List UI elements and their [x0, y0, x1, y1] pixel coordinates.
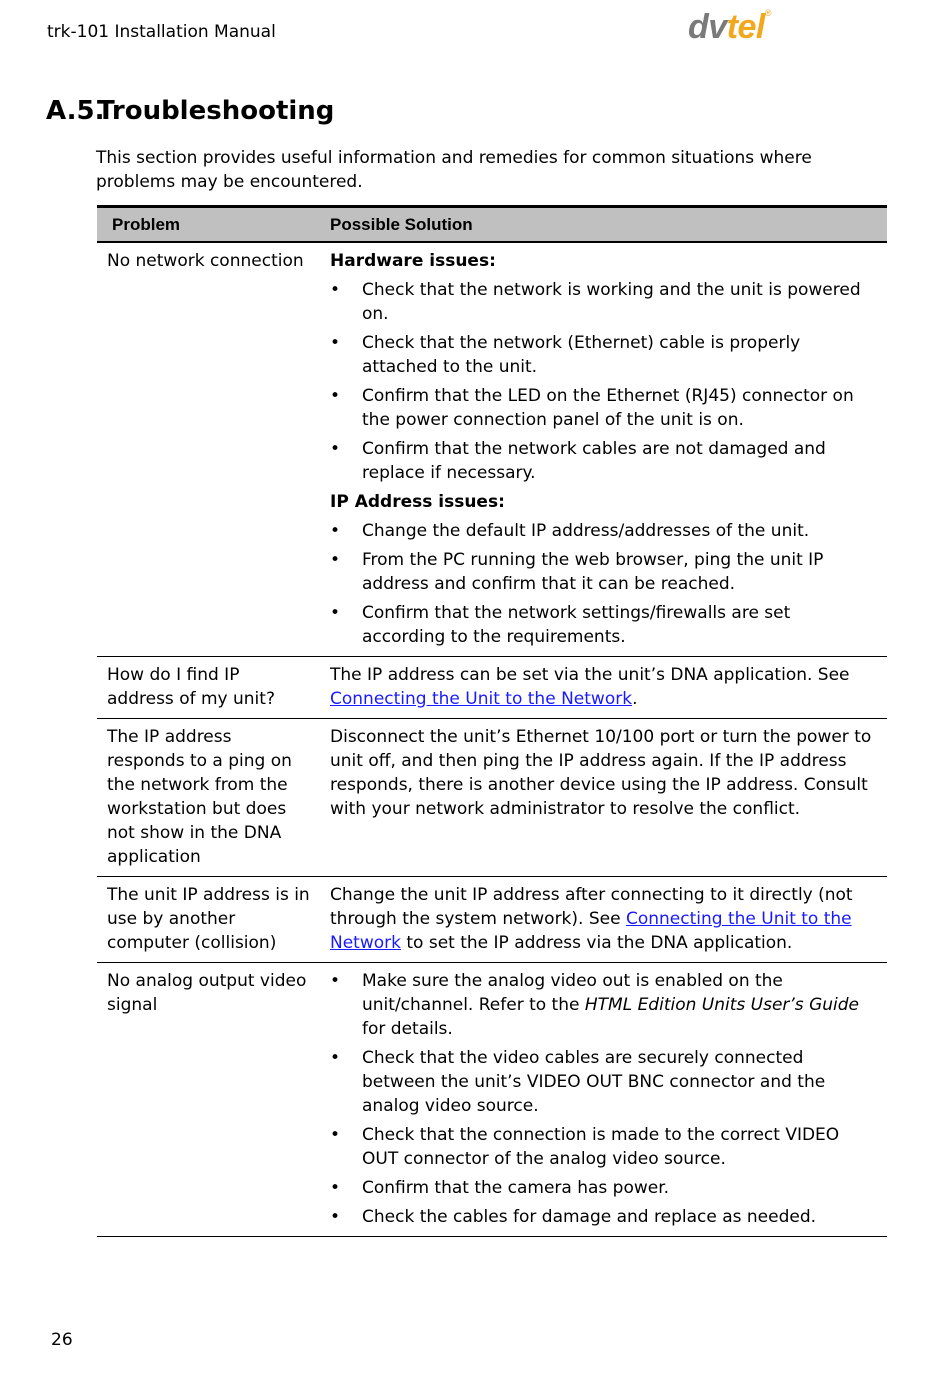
guide-title: HTML Edition Units User’s Guide	[584, 995, 859, 1015]
list-item: • Check the cables for damage and replace as needed.	[330, 1205, 875, 1229]
table-row	[97, 719, 887, 877]
list-item: • Confirm that the network settings/firewalls are set according to the requirements.	[330, 601, 875, 649]
table-row	[97, 242, 887, 657]
hardware-issues-heading: Hardware issues:	[330, 251, 496, 271]
list-item: • Check that the network (Ethernet) cable is properly attached to the unit.	[330, 331, 875, 379]
ip-issues-heading: IP Address issues:	[330, 492, 505, 512]
document-title: trk-101 Installation Manual	[47, 22, 276, 42]
section-title: Troubleshooting	[97, 96, 335, 126]
solution-cell: The IP address can be set via the unit’s DNA application. See Connecting the Unit to the Network.	[319, 657, 887, 719]
column-header-solution: Possible Solution	[319, 207, 887, 243]
column-header-problem: Problem	[97, 207, 319, 243]
list-item: • Check that the connection is made to the correct VIDEO OUT connector of the analog video source.	[330, 1123, 875, 1171]
dvtel-logo: dvtel®	[688, 8, 772, 46]
solution-cell: Disconnect the unit’s Ethernet 10/100 port or turn the power to unit off, and then ping the IP address again. If the IP address responds, there is another device using the IP address. Consult with your network administrator to resolve the conflict.	[319, 719, 887, 877]
video-issues-list	[330, 969, 875, 1229]
troubleshooting-table	[97, 205, 887, 1237]
ip-issues-list	[330, 519, 875, 649]
section-number: A.5.	[46, 96, 105, 126]
problem-cell: The unit IP address is in use by another computer (collision)	[97, 877, 319, 963]
list-item: • Check that the network is working and the unit is powered on.	[330, 278, 875, 326]
problem-cell: The IP address responds to a ping on the network from the workstation but does not show in the DNA application	[97, 719, 319, 877]
solution-cell: Change the unit IP address after connecting to it directly (not through the system network). See Connecting the Unit to the Network to set the IP address via the DNA application.	[319, 877, 887, 963]
list-item: • Confirm that the LED on the Ethernet (RJ45) connector on the power connection panel of the unit is on.	[330, 384, 875, 432]
section-intro: This section provides useful information and remedies for common situations where problems may be encountered.	[96, 148, 812, 192]
page-number: 26	[51, 1330, 73, 1350]
problem-cell: How do I find IP address of my unit?	[97, 657, 319, 719]
table-row	[97, 657, 887, 719]
list-item: • From the PC running the web browser, ping the unit IP address and confirm that it can be reached.	[330, 548, 875, 596]
list-item: • Confirm that the camera has power.	[330, 1176, 875, 1200]
table-header-row	[97, 207, 887, 243]
connecting-unit-link[interactable]: Connecting the Unit to the Network	[330, 909, 852, 953]
table-row	[97, 877, 887, 963]
table-row	[97, 963, 887, 1237]
problem-cell: No network connection	[97, 242, 319, 657]
list-item: • Check that the video cables are securely connected between the unit’s VIDEO OUT BNC connector and the analog video source.	[330, 1046, 875, 1118]
solution-cell	[319, 963, 887, 1237]
hardware-issues-list	[330, 278, 875, 485]
section-heading	[46, 96, 334, 126]
list-item: • Make sure the analog video out is enabled on the unit/channel. Refer to the HTML Edition Units User’s Guide for details.	[330, 969, 875, 1041]
list-item: • Confirm that the network cables are not damaged and replace if necessary.	[330, 437, 875, 485]
solution-cell	[319, 242, 887, 657]
list-item: • Change the default IP address/addresses of the unit.	[330, 519, 875, 543]
connecting-unit-link[interactable]: Connecting the Unit to the Network	[330, 689, 633, 709]
problem-cell: No analog output video signal	[97, 963, 319, 1237]
